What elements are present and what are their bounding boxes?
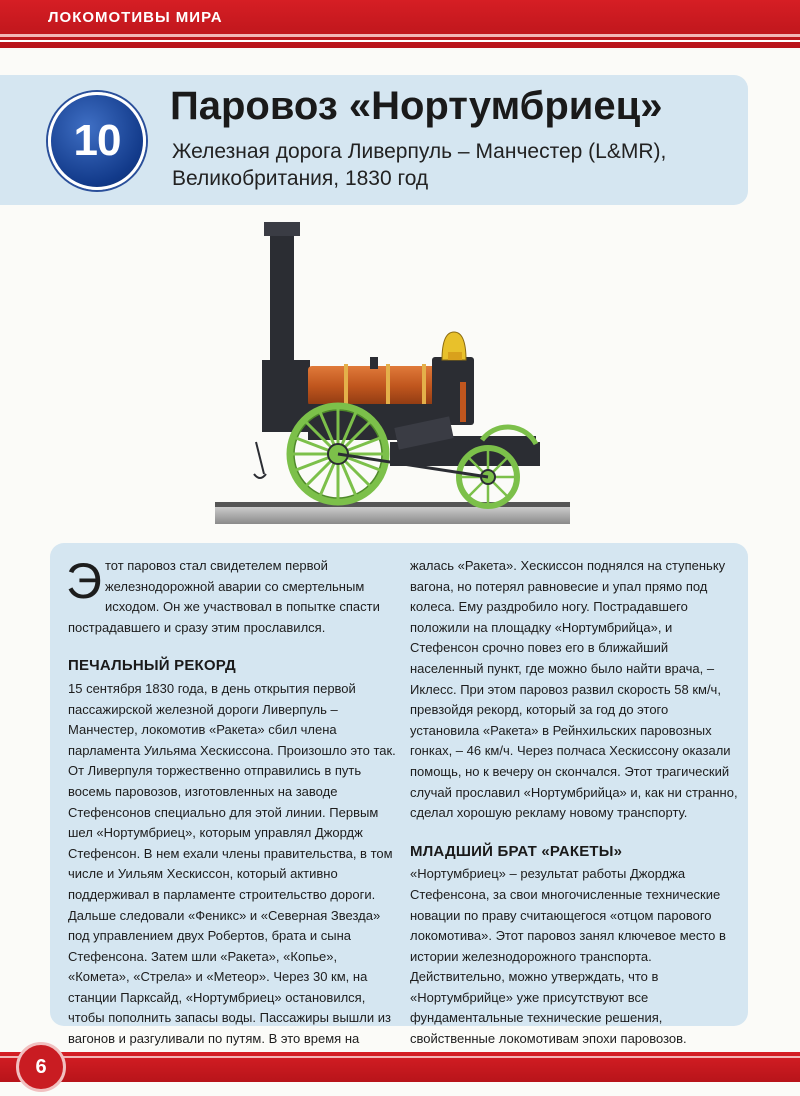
- banner-stripe: [0, 34, 800, 37]
- locomotive-illustration: [210, 212, 575, 532]
- issue-number-badge: [48, 92, 146, 190]
- column-left: [66, 553, 398, 1070]
- subtitle-line-1: Железная дорога Ливерпуль – Манчестер (L&MR),: [172, 140, 667, 163]
- subtitle-line-2: Великобритания, 1830 год: [172, 167, 429, 190]
- series-title: ЛОКОМОТИВЫ МИРА: [48, 9, 223, 26]
- section-1-text-left: 15 сентября 1830 года, в день открытия первой пассажирской железной дороги Ливерпуль – Манчестер, локомотив «Ракета» сбил члена парламента Уильяма Хескиссона. Произошло это так. От Ливерпуля торжественно отправились в путь восемь паровозов, изготовленных на заводе Стефенсонов специально для этой линии. Первым шел «Нортумбриец», которым управлял Джордж Стефенсон. В нем ехали члены правительства, в том числе и Уильям Хескиссон, который активно поддерживал в парламенте строительство дороги. Дальше следовали «Феникс» и «Северная Звезда» под управлением двух Робертов, брата и сына Стефенсона. Затем шли «Ракета», «Копье», «Комета», «Стрела» и «Метеор». Через 30 км, на станции Парксайд, «Нортумбриец» остановился, чтобы пополнить запасы воды. Пассажиры вышли из вагонов и разгуливали по путям. В это время на: [68, 680, 396, 1047]
- banner-stripe-white: [0, 40, 800, 42]
- column-right: [410, 556, 740, 1070]
- intro-paragraph: [66, 553, 398, 638]
- section-2-text: «Нортумбриец» – результат работы Джорджа Стефенсона, за свои многочисленные технические новации по праву считающегося «отцом парового локомотива». Этот паровоз занял ключевое место в истории железнодорожного транспорта. Действительно, можно утверждать, что в «Нортумбрийце» уже присутствуют все фундаментальные технические решения, свойственные локомотивам эпохи паровозов.: [410, 866, 726, 1047]
- page-subtitle: [172, 138, 732, 192]
- rail: [215, 502, 570, 507]
- page-title: Паровоз «Нортумбриец»: [170, 84, 663, 128]
- section-heading-sad-record: ПЕЧАЛЬНЫЙ РЕКОРД: [68, 657, 236, 675]
- bottom-stripe: [0, 1056, 800, 1058]
- drop-cap: Э: [66, 553, 102, 609]
- intro-text: тот паровоз стал свидетелем первой железнодорожной аварии со смертельным исходом. Он же участвовал в попытке спасти пострадавшего и сразу этим прославился.: [68, 558, 380, 635]
- issue-number: 10: [73, 116, 121, 165]
- section-1-text-right: жалась «Ракета». Хескиссон поднялся на ступеньку вагона, но потерял равновесие и упал прямо под колеса. Ему раздробило ногу. Пострадавшего положили на площадку «Нортумбрийца», и Стефенсон срочно повез его в ближайший населенный пункт, где можно было найти врача, – Иклесс. При этом паровоз развил скорость 58 км/ч, превзойдя рекорд, который за год до этого установила «Ракета» в Рейнхильских паровозных гонках, – 46 км/ч. Через полчаса Хескиссону оказали помощь, но к вечеру он скончался. Этот трагический случай прославил «Нортумбрийца» и, как ни странно, сделал хорошую рекламу новому транспорту.: [410, 558, 738, 821]
- section-heading-younger-brother: МЛАДШИЙ БРАТ «РАКЕТЫ»: [410, 842, 623, 860]
- bottom-banner: [0, 1052, 800, 1082]
- boiler: [308, 366, 440, 406]
- chimney: [270, 230, 294, 370]
- top-banner: [0, 0, 800, 48]
- page-number: 6: [16, 1042, 66, 1092]
- firebox: [432, 357, 474, 425]
- track-bed: [215, 506, 570, 524]
- chimney-top: [264, 222, 300, 236]
